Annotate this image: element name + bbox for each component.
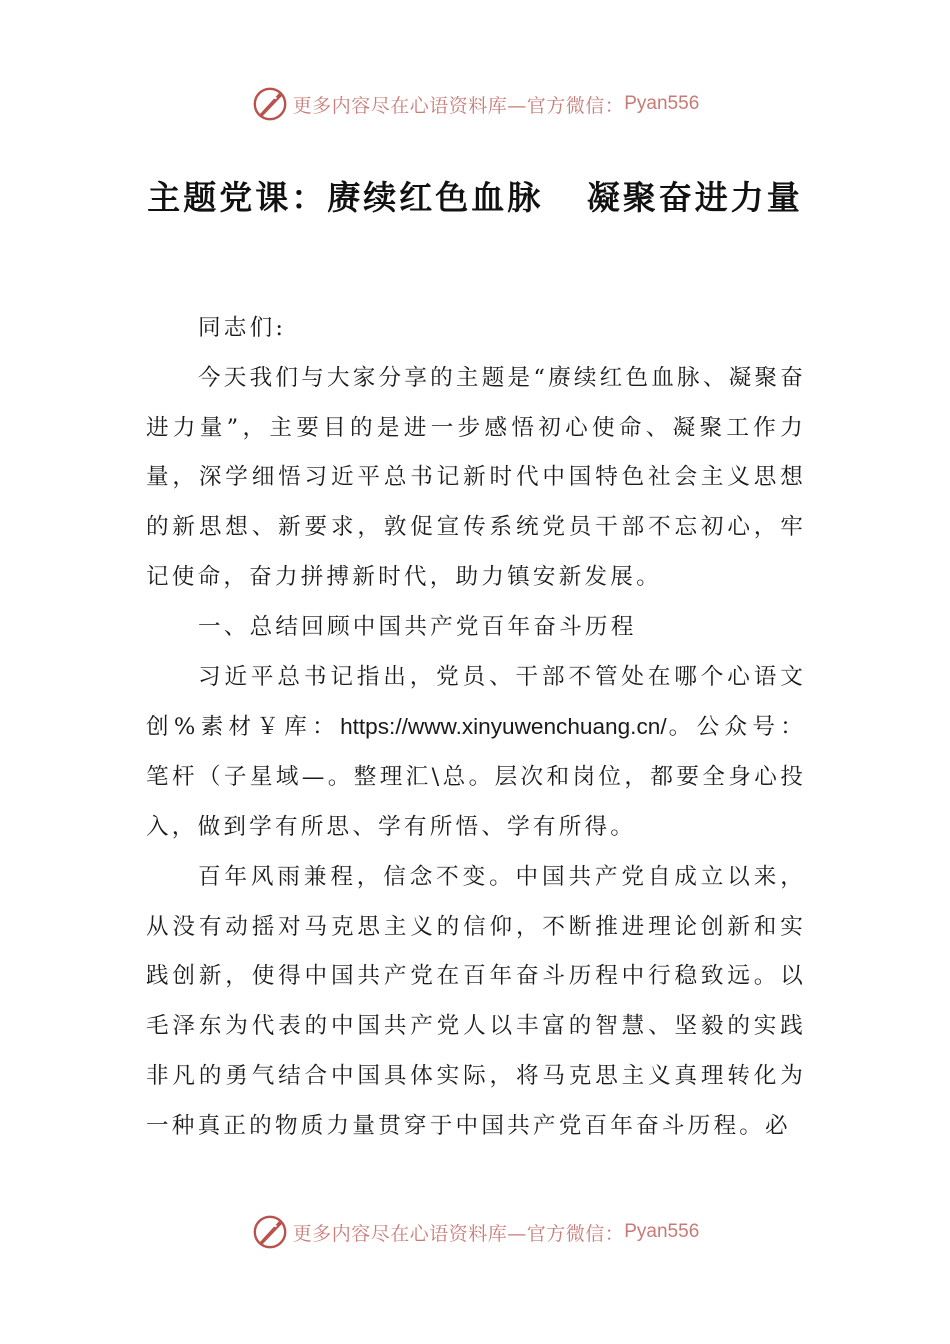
quote-text-before: 习近平总书记指出，党员、干部不管处在哪个心语文创%素材￥库： [146,663,806,741]
watermark-header [0,84,950,124]
watermark-account: Pyan556 [624,1221,700,1242]
quill-logo-icon [251,85,289,123]
document-body [146,304,806,1152]
document-title: 主题党课：赓续红色血脉 凝聚奋进力量 [147,178,803,217]
history-paragraph: 百年风雨兼程，信念不变。中国共产党自成立以来，从没有动摇对马克思主义的信仰，不断推进理论创新和实践创新，使得中国共产党在百年奋斗历程中行稳致远。以毛泽东为代表的中国共产党人以丰富的智慧、坚毅的实践非凡的勇气结合中国具体实际，将马克思主义真理转化为一种真正的物质力量贯穿于中国共产党百年奋斗历程。必 [146,863,806,1139]
quote-text-after: 。公众号：笔杆（子星域—。整理汇\总。层次和岗位，都要全身心投入，做到学有所思、学有所悟、学有所得。 [146,714,807,840]
greeting-paragraph: 同志们: [198,315,287,341]
source-url: https://www.xinyuwenchuang.cn/ [340,714,667,740]
quote-paragraph [146,653,806,853]
intro-paragraph: 今天我们与大家分享的主题是“赓续红色血脉、凝聚奋进力量”，主要目的是进一步感悟初心使命、凝聚工作力量，深学细悟习近平总书记新时代中国特色社会主义思想的新思想、新要求，敦促宣传系统党员干部不忘初心，牢记使命，奋力拼搏新时代，助力镇安新发展。 [146,364,807,590]
watermark-text: 更多内容尽在心语资料库—官方微信： [292,1222,625,1245]
watermark-account: Pyan556 [624,93,700,114]
quill-logo-icon [251,1213,289,1251]
watermark-footer [0,1212,950,1252]
section-heading: 一、总结回顾中国共产党百年奋斗历程 [198,613,637,640]
watermark-text: 更多内容尽在心语资料库—官方微信： [292,94,625,117]
